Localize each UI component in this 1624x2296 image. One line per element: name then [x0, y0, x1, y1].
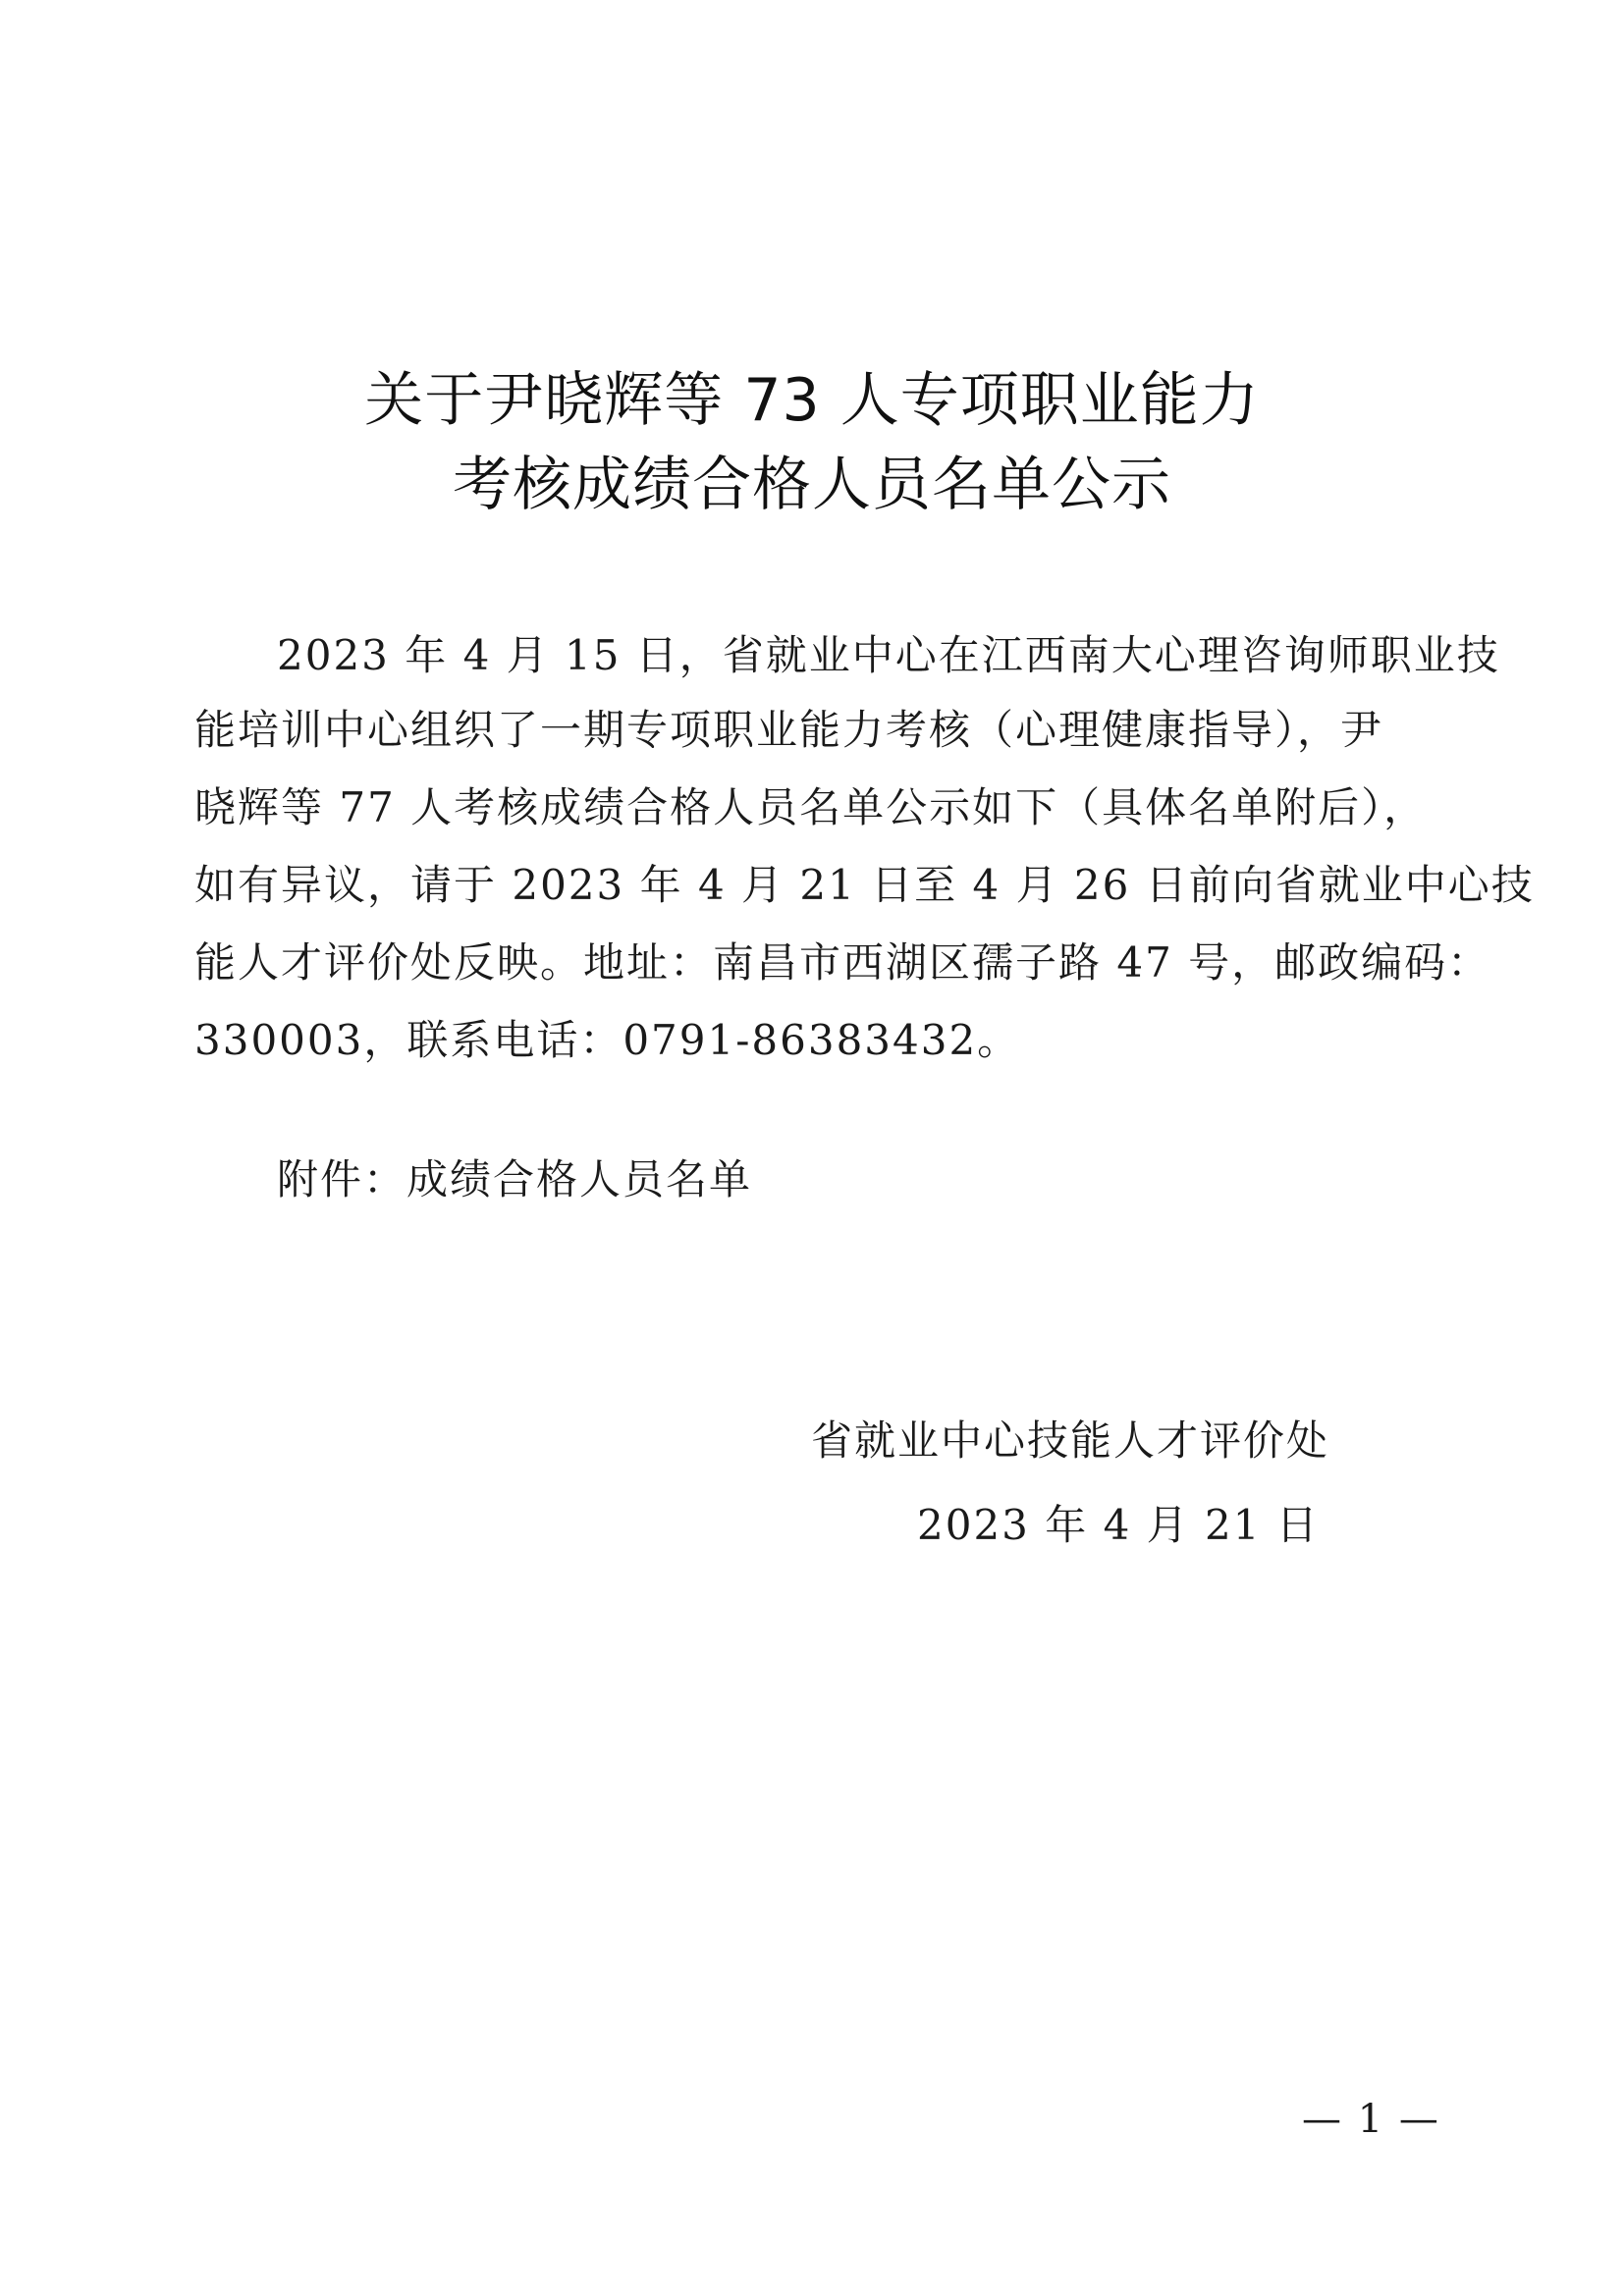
document-title-line-2: 考核成绩合格人员名单公示	[453, 451, 1171, 519]
signature-date: 2023 年 4 月 21 日	[917, 1501, 1320, 1549]
body-line-3: 晓辉等 77 人考核成绩合格人员名单公示如下（具体名单附后），	[194, 783, 1428, 831]
body-line-4: 如有异议，请于 2023 年 4 月 21 日至 4 月 26 日前向省就业中心技	[194, 861, 1535, 909]
signature-organization: 省就业中心技能人才评价处	[811, 1416, 1330, 1465]
body-line-5: 能人才评价处反映。地址：南昌市西湖区孺子路 47 号，邮政编码：	[194, 938, 1491, 987]
page-number: — 1 —	[1302, 2097, 1440, 2142]
document-title-line-1: 关于尹晓辉等 73 人专项职业能力	[364, 366, 1260, 435]
body-line-2: 能培训中心组织了一期专项职业能力考核（心理健康指导），尹	[194, 706, 1384, 754]
body-line-1: 2023 年 4 月 15 日，省就业中心在江西南大心理咨询师职业技	[277, 631, 1500, 679]
body-line-6: 330003，联系电话：0791-86383432。	[194, 1016, 1021, 1064]
attachment-note: 附件：成绩合格人员名单	[277, 1155, 753, 1203]
